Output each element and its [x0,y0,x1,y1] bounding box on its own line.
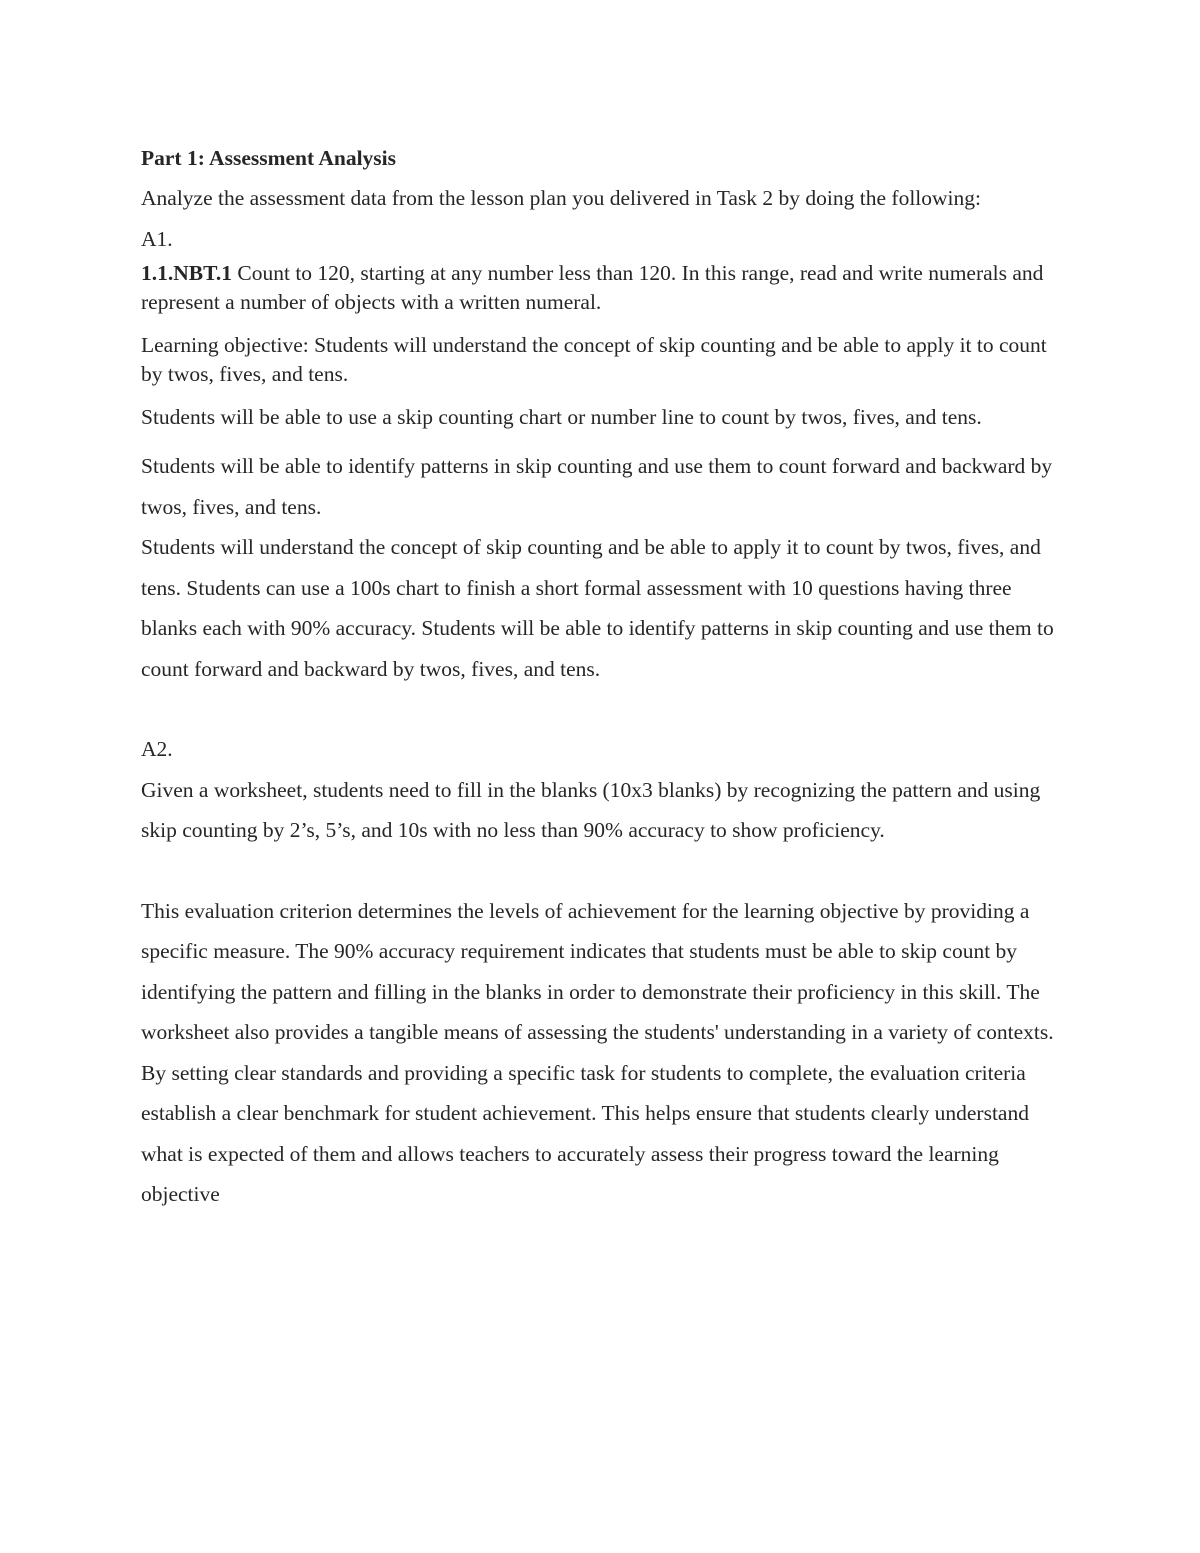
objective-summary-paragraph: Students will understand the concept of skip counting and be able to apply it to count by twos, fives, and tens. Students can use a 100s chart to finish a short formal assessment with 10 questions having three blanks each with 90% accuracy. Students will be able to identify patterns in skip counting and use them to count forward and backward by twos, fives, and tens. [141,535,1054,681]
a2-label: A2. [141,737,173,761]
intro-paragraph: Analyze the assessment data from the lesson plan you delivered in Task 2 by doing the following: [141,186,982,210]
benchmark-paragraph: By setting clear standards and providing a specific task for students to complete, the evaluation criteria establish a clear benchmark for student achievement. This helps ensure that students clearly understand what is expected of them and allows teachers to accurately assess their progress toward the learning objective [141,1060,1029,1206]
objective-patterns-paragraph: Students will be able to identify patterns in skip counting and use them to count forward and backward by twos, fives, and tens. [141,454,1053,519]
standard-code: 1.1.NBT.1 [141,261,232,285]
section-heading: Part 1: Assessment Analysis [141,146,397,170]
objective-chart-paragraph: Students will be able to use a skip counting chart or number line to count by twos, fives, and tens. [141,405,982,429]
a1-label: A1. [141,226,173,251]
learning-objective-paragraph: Learning objective: Students will understand the concept of skip counting and be able to apply it to count by twos, fives, and tens. [141,333,1047,386]
a2-paragraph: Given a worksheet, students need to fill in the blanks (10x3 blanks) by recognizing the pattern and using skip counting by 2’s, 5’s, and 10s with no less than 90% accuracy to show proficiency. [141,777,1041,842]
paragraph-spacer [141,851,1071,891]
standard-paragraph [141,259,1071,317]
document-page [141,138,1071,1215]
paragraph-spacer [141,689,1071,729]
standard-text: Count to 120, starting at any number less than 120. In this range, read and write numerals and represent a number of objects with a written numeral. [141,261,1044,314]
evaluation-paragraph: This evaluation criterion determines the levels of achievement for the learning objective by providing a specific measure. The 90% accuracy requirement indicates that students must be able to skip count by identifying the pattern and filling in the blanks in order to demonstrate their proficiency in this skill. The worksheet also provides a tangible means of assessing the students' understanding in a variety of contexts. [141,898,1054,1044]
